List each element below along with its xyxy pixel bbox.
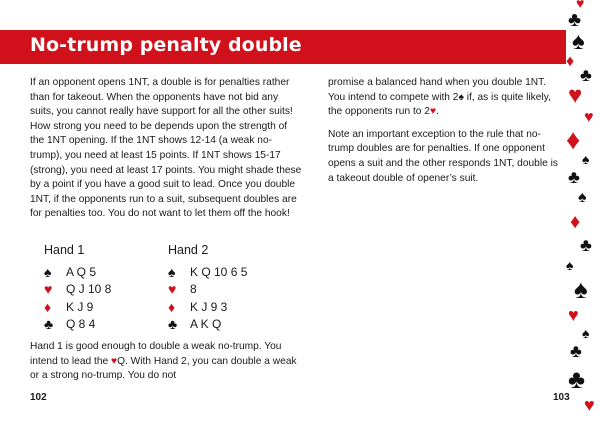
spade-icon: ♠ — [582, 325, 590, 341]
hand-analysis-paragraph — [30, 340, 302, 384]
hand-title: Hand 1 — [44, 243, 85, 257]
club-icon: ♣ — [568, 364, 586, 394]
club-icon: ♣ — [168, 316, 178, 333]
hand-spades: A Q 5 — [66, 264, 97, 279]
heart-icon: ♥ — [584, 395, 595, 415]
hand-diamonds: K J 9 3 — [190, 299, 228, 314]
hand-2 — [168, 243, 288, 333]
text-run: promise a balanced hand when you double 1NT. You intend to compete with 2 — [328, 77, 547, 103]
title-banner — [0, 30, 566, 64]
exception-paragraph: Note an important exception to the rule that no-trump doubles are for penalties. If one opponent opens a suit and the other responds 1NT, double is a takeout double of opener’s suit. — [328, 128, 558, 184]
diamond-icon: ♦ — [566, 124, 581, 155]
right-column — [328, 76, 560, 194]
spade-icon: ♠ — [168, 263, 176, 280]
left-column-bottom — [30, 340, 302, 392]
heart-icon: ♥ — [576, 0, 585, 11]
club-icon: ♣ — [568, 167, 580, 187]
text-run: . — [436, 106, 439, 118]
club-icon: ♣ — [580, 235, 592, 255]
heart-icon: ♥ — [44, 281, 53, 298]
hand-title: Hand 2 — [168, 243, 209, 257]
heart-icon: ♥ — [568, 82, 583, 109]
text-run: Q. With Hand 2, you can double a weak or a strong no-trump. You do not — [30, 355, 297, 382]
spade-icon: ♠ — [574, 274, 588, 304]
heart-icon: ♥ — [168, 281, 177, 298]
page-title: No-trump penalty double — [30, 34, 302, 56]
hand-1 — [44, 243, 164, 333]
continued-paragraph — [328, 76, 560, 120]
intro-paragraph: If an opponent opens 1NT, a double is for penalties rather than for takeout. When the opponents have not bid any suits, you cannot really have support for all the other suits! How strong you need to be depends upon the strength of the 1NT opening. If the 1NT shows 12-14 (a weak no-trump), you need at least 15 points. If 1NT shows 15-17 (strong), you need at least 17 points. You might shade these by a point if you have a good suit to lead. Once you double 1NT, if the opponents run to a suit, subsequent doubles are for penalties too. You do not want to let them off the hook! — [30, 77, 302, 220]
hand-hearts: 8 — [190, 282, 197, 297]
diamond-icon: ♦ — [44, 298, 52, 315]
heart-icon: ♥ — [429, 106, 437, 118]
hand-clubs: Q 8 4 — [66, 317, 96, 332]
hand-clubs: A K Q — [190, 317, 222, 332]
spade-icon: ♠ — [582, 151, 590, 167]
club-icon: ♣ — [44, 316, 54, 333]
diamond-icon: ♦ — [168, 298, 176, 315]
suit-pattern-decoration — [566, 0, 600, 428]
heart-icon: ♥ — [111, 355, 118, 367]
heart-icon: ♥ — [584, 109, 594, 126]
page-number-left: 102 — [30, 392, 47, 403]
hand-spades: K Q 10 6 5 — [190, 264, 248, 279]
hand-diamonds: K J 9 — [66, 299, 94, 314]
spade-icon: ♠ — [44, 263, 52, 280]
club-icon: ♣ — [568, 9, 582, 31]
diamond-icon: ♦ — [566, 53, 575, 70]
page-number-right: 103 — [553, 392, 570, 403]
club-icon: ♣ — [580, 65, 592, 85]
hand-hearts: Q J 10 8 — [66, 282, 112, 297]
text-run: if, as is quite likely, the opponents run to 2 — [328, 91, 551, 118]
spade-icon: ♠ — [566, 257, 574, 273]
spade-icon: ♠ — [458, 91, 464, 103]
heart-icon: ♥ — [568, 305, 579, 325]
club-icon: ♣ — [570, 341, 582, 361]
spade-icon: ♠ — [572, 28, 585, 55]
diamond-icon: ♦ — [570, 211, 581, 233]
left-column — [30, 76, 302, 230]
text-run: Hand 1 is good enough to double a weak no-trump. You intend to lead the — [30, 341, 282, 367]
spade-icon: ♠ — [578, 189, 587, 206]
